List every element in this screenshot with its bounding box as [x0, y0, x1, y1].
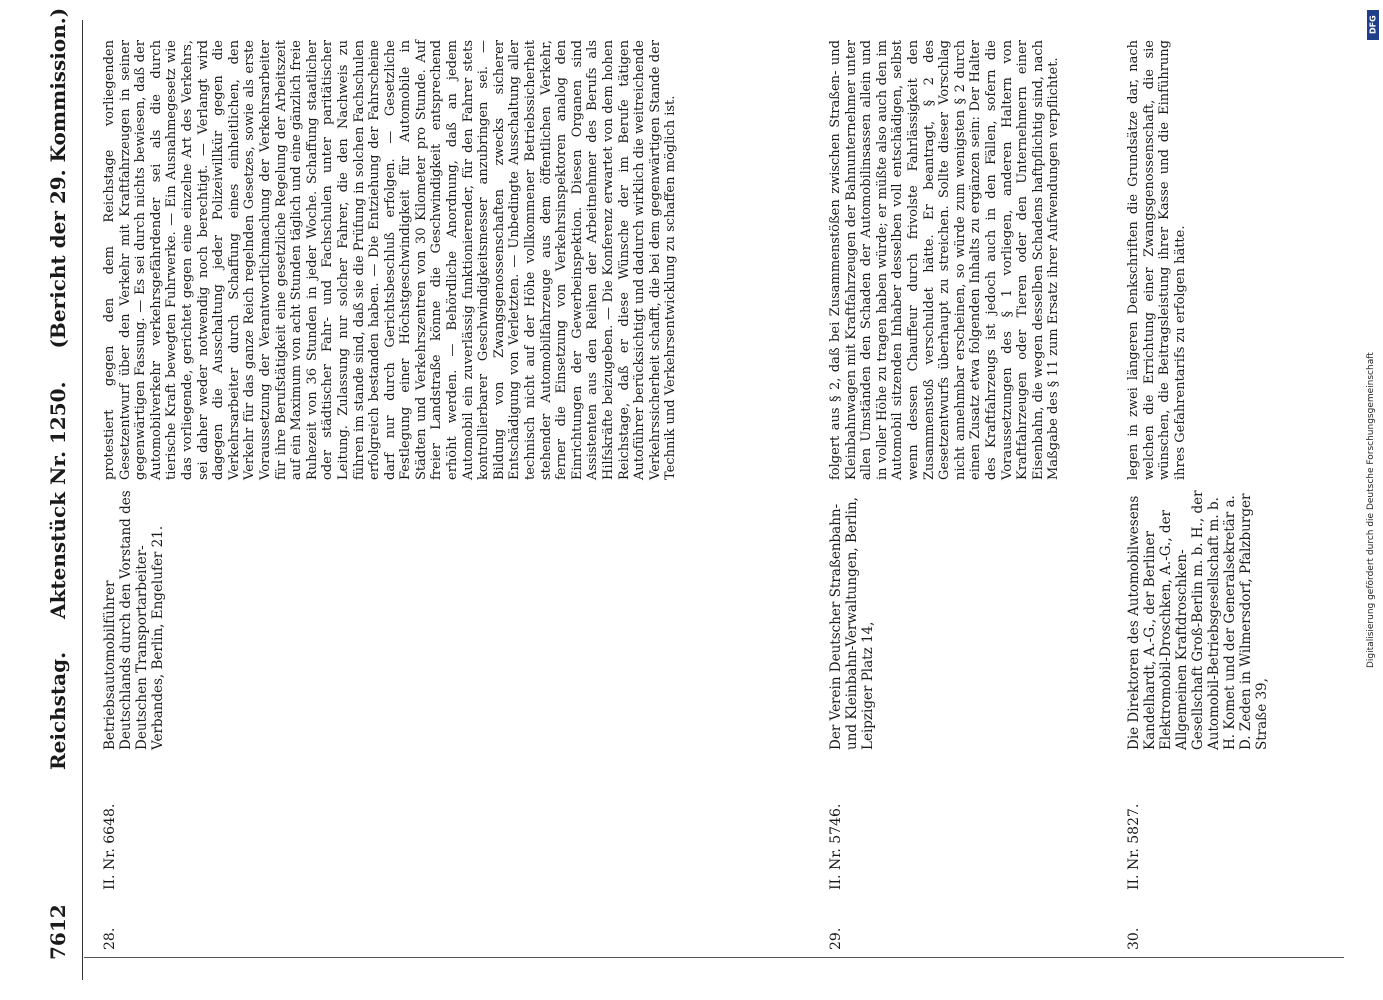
entry-petitioner: Die Direktoren des Automobilwesens Kandelhardt, A.-G., der Berliner Elektromobil-Droschken, A.-G., der Allgemeinen Kraftdroschken-Gesellschaft Groß-Berlin m. b. H., der Automobil-Betriebsgesellschaft m. b. H. Komet und der Generalsekretär a. D. Zeden in Wilmersdorf, Pfalzburger Straße 39,	[1126, 490, 1270, 750]
entry-number: 30.	[1126, 927, 1142, 950]
running-head-document: Aktenstück Nr. 1250.	[46, 381, 70, 619]
page-header	[40, 7, 83, 980]
dfg-credit-text: Digitalisierung gefördert durch die Deutsche Forschungsgemeinschaft	[1366, 352, 1376, 668]
running-head-report: (Bericht der 29. Kommission.)	[46, 7, 70, 349]
entry-petitioner: Der Verein Deutscher Straßenbahn- und Kleinbahn-Verwaltungen, Berlin, Leipziger Platz 14,	[828, 497, 876, 750]
dfg-logo: DFG	[1367, 10, 1379, 40]
entry-reference: II. Nr. 5746.	[828, 803, 844, 890]
running-head	[46, 0, 70, 770]
entry-number: 28.	[102, 927, 118, 950]
digitization-credit	[1366, 0, 1380, 1000]
entry-number: 29.	[828, 927, 844, 950]
entry-text: legen in zwei längeren Denkschriften die Grundsätze dar, nach welchen die Errichtung einer Zwangsgenossenschaft, die sie wünschen, die Beitragsleistung ihrer Kasse und die Einführung ihres Gefahrentarifs zu erfolgen hätte.	[1126, 40, 1188, 480]
petition-entry	[828, 20, 1078, 980]
entry-reference: II. Nr. 6648.	[102, 803, 118, 890]
entry-reference: II. Nr. 5827.	[1126, 803, 1142, 890]
petition-entry	[1126, 20, 1326, 980]
entry-text: protestiert gegen den dem Reichstage vorliegenden Gesetzentwurf über den Verkehr mit Kraftfahrzeugen in seiner gegenwärtigen Fassung. — Es sei durch nichts bewiesen, daß der Automobilverkehr verkehrsgefährdender sei als die durch tierische Kraft bewegten Fuhrwerke. — Ein Ausnahmegesetz wie das vorliegende, gerichtet gegen eine einzelne Art des Verkehrs, sei daher weder notwendig noch berechtigt. — Verlangt wird dagegen die Ausschaltung jeder Polizeiwillkür gegen die Verkehrsarbeiter durch Schaffung eines einheitlichen, den Verkehr für das ganze Reich regelnden Gesetzes, sowie als erste Voraussetzung der Verantwortlichmachung der Verkehrsarbeiter für ihre Berufstätigkeit eine gesetzliche Regelung der Arbeitszeit auf ein Maximum von acht Stunden täglich und eine gänzlich freie Ruhezeit von 36 Stunden in jeder Woche. Schaffung staatlicher oder städtischer Fahr- und Fachschulen unter paritätischer Leitung. Zulassung nur solcher Fahrer, die den Nachweis zu führen im stande sind, daß sie die Prüfung in solchen Fachschulen erfolgreich bestanden haben. — Die Entziehung der Fahrscheine darf nur durch Gerichtsbeschluß erfolgen. — Gesetzliche Festlegung einer Höchstgeschwindigkeit für Automobile in Städten und Verkehrszentren von 30 Kilometer pro Stunde. Auf freier Landstraße könne die Geschwindigkeit entsprechend erhöht werden. — Behördliche Anordnung, daß an jedem Automobil ein zuverlässig funktionierender, für den Fahrer stets kontrollierbarer Geschwindigkeitsmesser anzubringen sei. — Bildung von Zwangsgenossenschaften zwecks sicherer Entschädigung von Verletzten. — Unbedingte Ausschaltung aller technisch nicht auf der Höhe vollkommener Betriebssicherheit stehender Automobilfahrzeuge aus dem öffentlichen Verkehr, ferner die Einsetzung von Verkehrsinspektoren analog den Einrichtungen der Gewerbeinspektion. Diesen Organen sind Assistenten aus den Reihen der Arbeitnehmer des Berufs als Hilfskräfte beizugeben. — Die Konferenz erwartet von dem hohen Reichstage, daß er diese Wünsche der im Berufe tätigen Autoführer berücksichtigt und dadurch wirklich die weitreichende Verkehrssicherheit schafft, die bei dem gegenwärtigen Stande der Technik und Verkehrsentwicklung zu schaffen möglich ist.	[102, 40, 679, 480]
entry-petitioner: Betriebsautomobilführer Deutschlands durch den Vorstand des Deutschen Transportarbeiter-Verbandes, Berlin, Engelufer 21.	[102, 490, 166, 750]
rotated-page	[40, 7, 1360, 980]
entry-text: folgert aus § 2, daß bei Zusammenstößen zwischen Straßen- und Kleinbahnwagen mit Kraftfahrzeugen der Bahnunternehmer unter allen Umständen den Schaden der Automobilinsassen allein und in voller Höhe zu tragen haben würde; er müßte also auch den im Automobil sitzenden Inhaber desselben voll entschädigen, selbst wenn dessen Chauffeur durch frivolste Fahrlässigkeit den Zusammenstoß verschuldet hätte. Er beantragt, § 2 des Gesetzentwurfs überhaupt zu streichen. Sollte dieser Vorschlag nicht annehmbar erscheinen, so würde zum wenigsten § 2 durch einen Zusatz etwa folgenden Inhalts zu ergänzen sein: Der Halter des Kraftfahrzeugs ist jedoch auch in den Fällen, sofern die Voraussetzungen des § 1 vorliegen, anderen Haltern von Kraftfahrzeugen oder Tieren oder den Unternehmern einer Eisenbahn, die wegen desselben Schadens haftpflichtig sind, nach Maßgabe des § 11 zum Ersatz ihrer Aufwendungen verpflichtet.	[828, 40, 1062, 480]
petition-entry	[102, 20, 802, 980]
page-number: 7612	[46, 904, 70, 960]
running-head-chamber: Reichstag.	[46, 651, 70, 770]
